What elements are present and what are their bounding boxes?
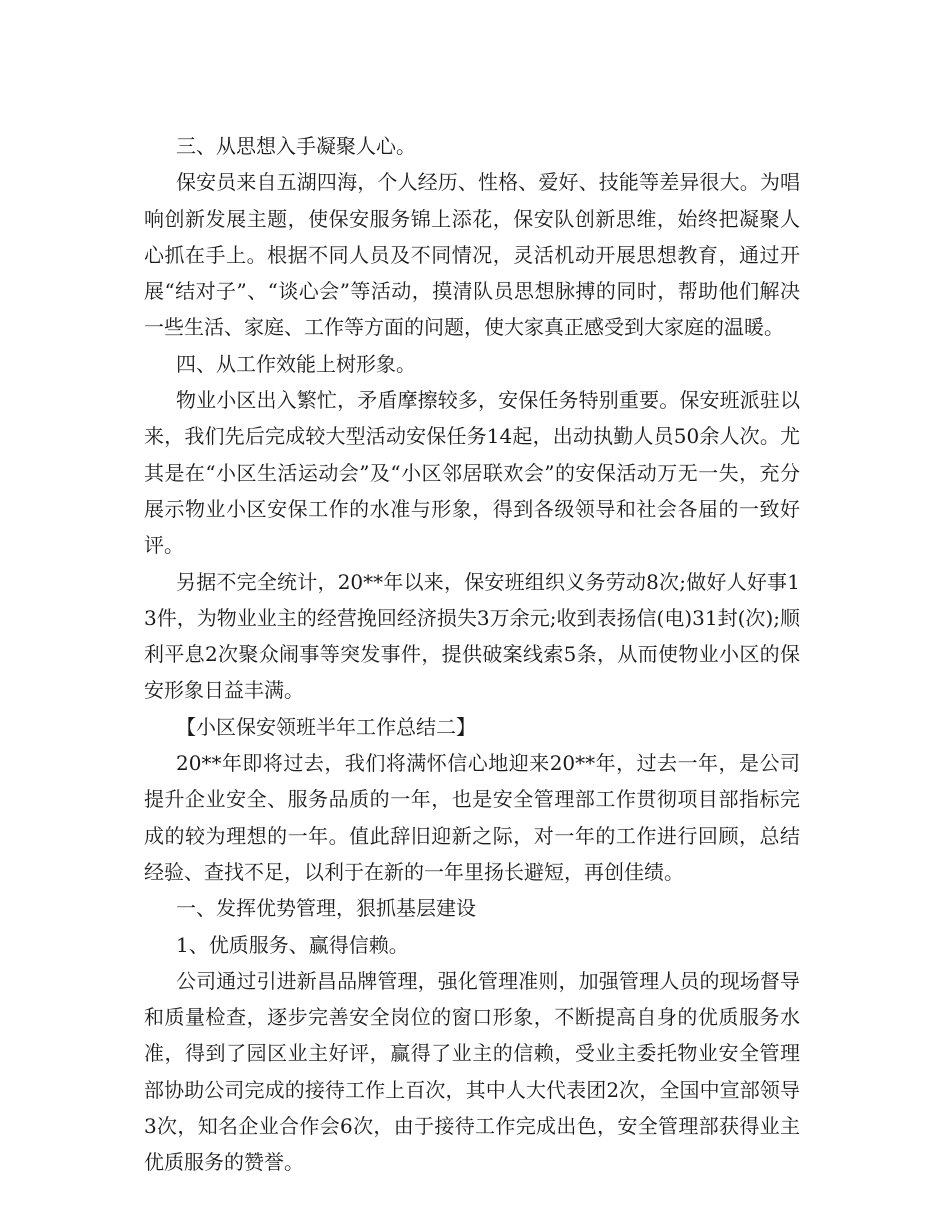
section-heading-3: 三、从思想入手凝聚人心。 <box>176 134 416 158</box>
body-paragraph: 保安员来自五湖四海，个人经历、性格、爱好、技能等差异很大。为唱响创新发展主题，使保安服务锦上添花，保安队创新思维，始终把凝聚人心抓在手上。根据不同人员及不同情况，灵活机动开展思想教育，通过开展“结对子”、“谈心会”等活动，摸清队员思想脉搏的同时，帮助他们解决一些生活、家庭、工作等方面的问题，使大家真正感受到大家庭的温暖。 <box>144 170 800 340</box>
subsection-heading-1: 1、优质服务、赢得信赖。 <box>176 932 409 957</box>
section-heading-1: 一、发挥优势管理，狠抓基层建设 <box>176 896 476 921</box>
body-paragraph: 另据不完全统计，20**年以来，保安班组织义务劳动8次;做好人好事13件，为物业业主的经营挽回经济损失3万余元;收到表扬信(电)31封(次);顺利平息2次聚众闹事等突发事件，提供破案线索5条，从而使物业小区的保安形象日益丰满。 <box>144 569 800 703</box>
document-body <box>144 128 800 1181</box>
document-subtitle: 【小区保安领班半年工作总结二】 <box>176 714 476 739</box>
body-paragraph: 公司通过引进新昌品牌管理，强化管理准则，加强管理人员的现场督导和质量检查，逐步完善安全岗位的窗口形象，不断提高自身的优质服务水准，得到了园区业主好评，赢得了业主的信赖，受业主委托物业安全管理部协助公司完成的接待工作上百次，其中人大代表团2次，全国中宣部领导3次，知名企业合作会6次，由于接待工作完成出色，安全管理部获得业主优质服务的赞誉。 <box>144 968 800 1175</box>
body-paragraph: 20**年即将过去，我们将满怀信心地迎来20**年，过去一年，是公司提升企业安全、服务品质的一年，也是安全管理部工作贯彻项目部指标完成的较为理想的一年。值此辞旧迎新之际，对一年的工作进行回顾，总结经验、查找不足，以利于在新的一年里扬长避短，再创佳绩。 <box>144 751 800 884</box>
body-paragraph: 物业小区出入繁忙，矛盾摩擦较多，安保任务特别重要。保安班派驻以来，我们先后完成较大型活动安保任务14起，出动执勤人员50余人次。尤其是在“小区生活运动会”及“小区邻居联欢会”的安保活动万无一失，充分展示物业小区安保工作的水准与形象，得到各级领导和社会各届的一致好评。 <box>144 388 800 558</box>
section-heading-4: 四、从工作效能上树形象。 <box>176 351 416 376</box>
